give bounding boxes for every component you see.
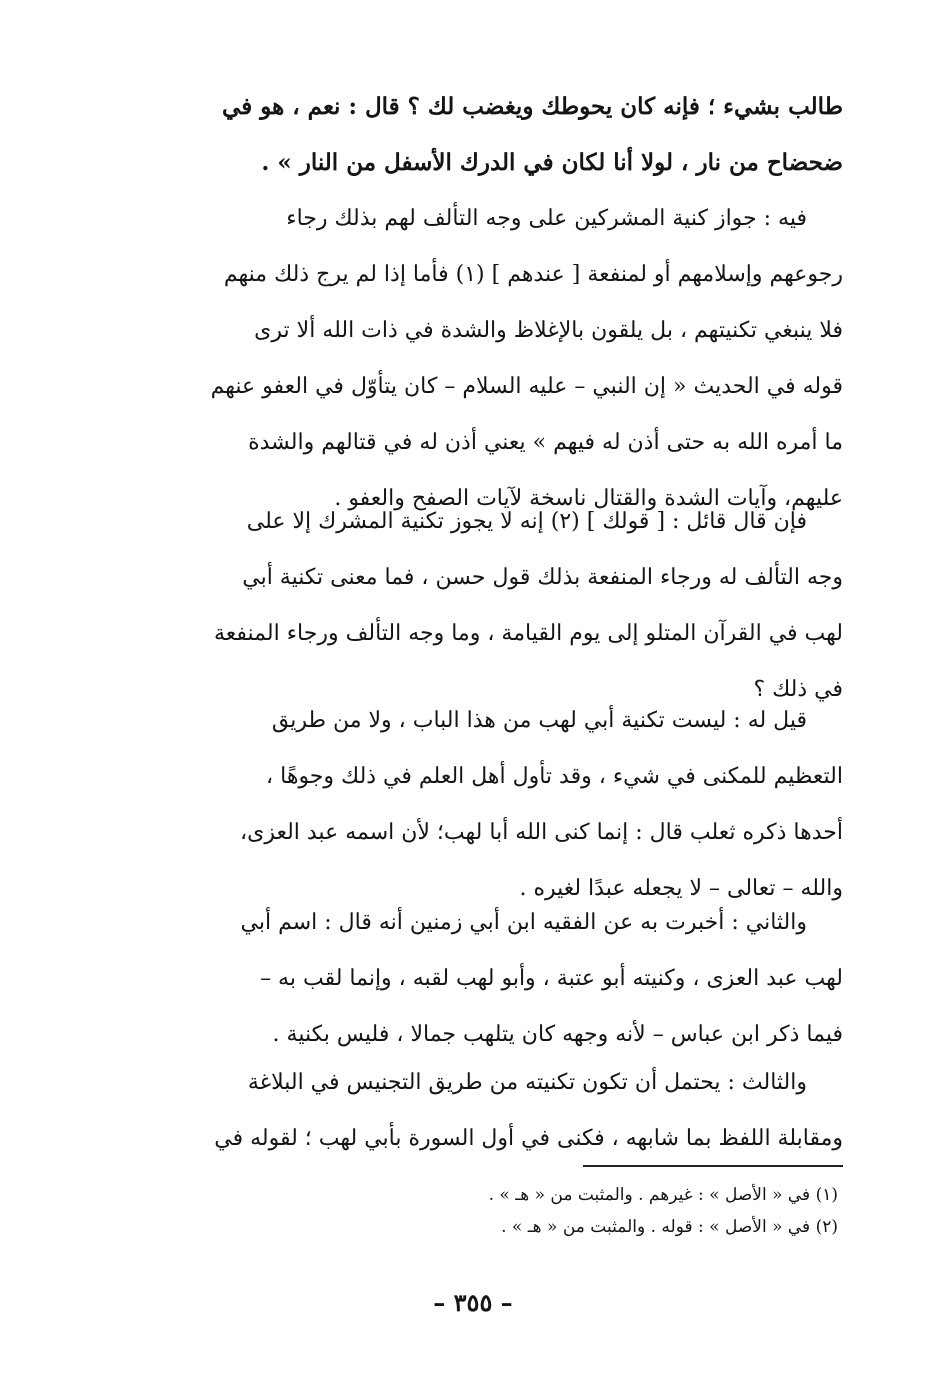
paragraph-third-view bbox=[155, 1055, 843, 1167]
footnote-divider bbox=[583, 1165, 843, 1167]
text-line: عليهم، وآيات الشدة والقتال ناسخة لآيات الصفح والعفو . bbox=[334, 486, 843, 511]
text-line: رجوعهم وإسلامهم أو لمنفعة [ عندهم ] (١) فأما إذا لم يرج ذلك منهم bbox=[223, 262, 843, 287]
paragraph-commentary bbox=[155, 191, 843, 527]
text-line: فيما ذكر ابن عباس – لأنه وجهه كان يتلهب جمالا ، فليس بكنية . bbox=[272, 1022, 843, 1047]
text-line: والثالث : يحتمل أن تكون تكنيته من طريق التجنيس في البلاغة bbox=[247, 1070, 807, 1095]
footnote-2: (٢) في « الأصل » : قوله . والمثبت من « هـ » . bbox=[501, 1217, 838, 1237]
text-line: التعظيم للمكنى في شيء ، وقد تأول أهل العلم في ذلك وجوهًا ، bbox=[266, 764, 843, 789]
text-line: قوله في الحديث « إن النبي – عليه السلام – كان يتأوّل في العفو عنهم bbox=[210, 374, 843, 399]
text-line: ضحضاح من نار ، لولا أنا لكان في الدرك الأسفل من النار » . bbox=[261, 149, 843, 176]
text-line: فيه : جواز كنية المشركين على وجه التألف لهم بذلك رجاء bbox=[286, 206, 807, 231]
text-line: طالب بشيء ؛ فإنه كان يحوطك ويغضب لك ؟ قال : نعم ، هو في bbox=[222, 93, 843, 120]
text-line: فلا ينبغي تكنيتهم ، بل يلقون بالإغلاظ والشدة في ذات الله ألا ترى bbox=[254, 318, 843, 343]
paragraph-second-view bbox=[155, 895, 843, 1063]
page-number: – ٣٥٥ – bbox=[433, 1288, 513, 1317]
text-line: لهب عبد العزى ، وكنيته أبو عتبة ، وأبو لهب لقبه ، وإنما لقب به – bbox=[260, 966, 843, 991]
text-line: ما أمره الله به حتى أذن له فيهم » يعني أذن له في قتالهم والشدة bbox=[248, 430, 843, 455]
text-line: وجه التألف له ورجاء المنفعة بذلك قول حسن ، فما معنى تكنية أبي bbox=[242, 565, 843, 590]
text-line: لهب في القرآن المتلو إلى يوم القيامة ، وما وجه التألف ورجاء المنفعة bbox=[214, 621, 843, 646]
text-line: والثاني : أخبرت به عن الفقيه ابن أبي زمنين أنه قال : اسم أبي bbox=[240, 910, 807, 935]
text-line: قيل له : ليست تكنية أبي لهب من هذا الباب ، ولا من طريق bbox=[271, 708, 807, 733]
paragraph-reply bbox=[155, 693, 843, 917]
hadith-quote-continuation bbox=[155, 79, 843, 191]
text-line: أحدها ذكره ثعلب قال : إنما كنى الله أبا لهب؛ لأن اسمه عبد العزى، bbox=[240, 820, 843, 845]
text-line: والله – تعالى – لا يجعله عبدًا لغيره . bbox=[519, 876, 843, 901]
text-line: فإن قال قائل : [ قولك ] (٢) إنه لا يجوز تكنية المشرك إلا على bbox=[246, 509, 807, 534]
paragraph-objection bbox=[155, 494, 843, 718]
footnote-1: (١) في « الأصل » : غيرهم . والمثبت من « هـ » . bbox=[488, 1185, 838, 1205]
text-line: ومقابلة اللفظ بما شابهه ، فكنى في أول السورة بأبي لهب ؛ لقوله في bbox=[214, 1126, 843, 1151]
text-line: في ذلك ؟ bbox=[753, 677, 843, 702]
